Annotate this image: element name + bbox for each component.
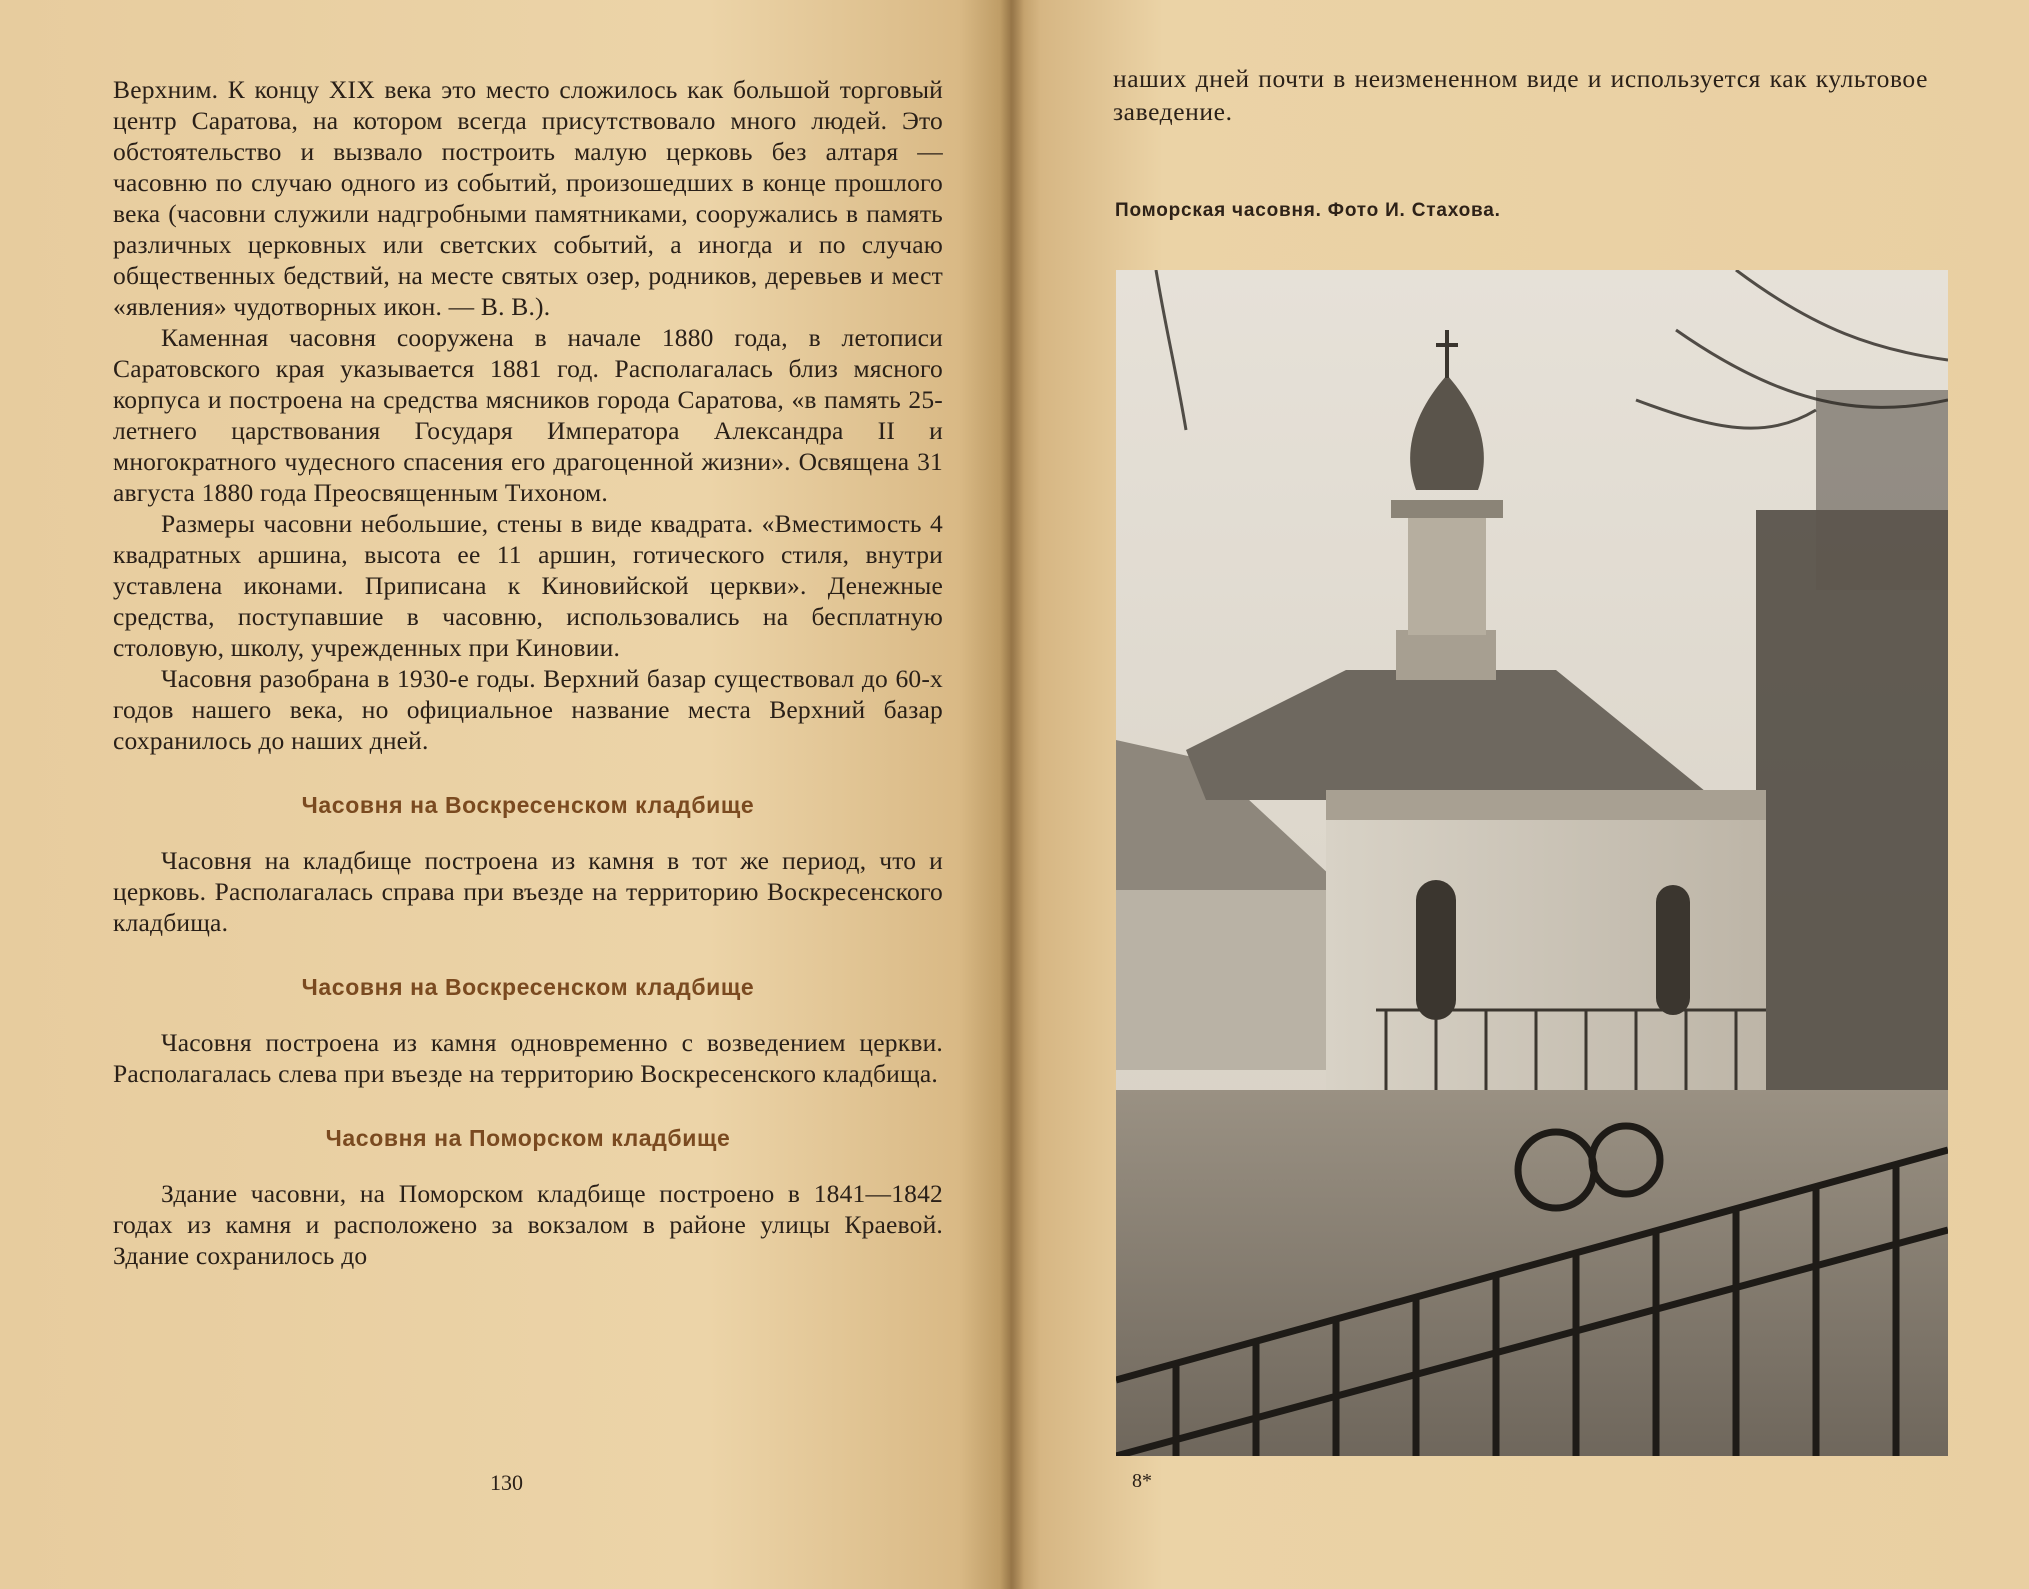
section-text-2: Часовня построена из камня одновременно с возведением церкви. Располагалась слева при въезде на территорию Воскресенского кладбища. <box>113 1028 943 1088</box>
page-number-left: 130 <box>490 1470 523 1495</box>
section-heading-3: Часовня на Поморском кладбище <box>325 1125 731 1151</box>
paragraph-2: Каменная часовня сооружена в начале 1880 года, в летописи Саратовского края указывается 1881 год. Располагалась близ мясного корпуса и построена на средства мясников города Саратова, «в память 25-летнего царствования Государя Императора Александра II и многократного чудесного спасения его драгоценной жизни». Освящена 31 августа 1880 года Преосвященным Тихоном. <box>113 323 943 507</box>
paragraph-1: Верхним. К концу XIX века это место сложилось как большой торговый центр Саратова, на котором всегда присутствовало много людей. Это обстоятельство и вызвало построить малую церковь без алтаря — часовню по случаю одного из событий, произошедших в конце прошлого века (часовни служили надгробными памятниками, сооружались в память различных церковных или светских событий, а иногда и по случаю общественных бедствий, на месте святых озер, родников, деревьев и мест «явления» чудотворных икон. — В. В.). <box>113 75 943 321</box>
section-text-1: Часовня на кладбище построена из камня в тот же период, что и церковь. Располагалась справа при въезде на территорию Воскресенского кладбища. <box>113 846 943 937</box>
book-gutter <box>1000 0 1024 1589</box>
chapel-illustration <box>1116 270 1948 1456</box>
page-number-right: 8* <box>1132 1470 1152 1492</box>
section-heading-1: Часовня на Воскресенском кладбище <box>301 792 755 818</box>
left-text-column <box>113 74 943 1271</box>
right-text-continuation: наших дней почти в неизмененном виде и используется как культовое заведение. <box>1113 64 1928 126</box>
chapel-photo <box>1116 270 1948 1456</box>
paragraph-3: Размеры часовни небольшие, стены в виде квадрата. «Вместимость 4 квадратных аршина, высота ее 11 аршин, готического стиля, внутри уставлена иконами. Приписана к Киновийской церкви». Денежные средства, поступавшие в часовню, использовались на бесплатную столовую, школу, учрежденных при Киновии. <box>113 509 943 662</box>
paragraph-4: Часовня разобрана в 1930-е годы. Верхний базар существовал до 60-х годов нашего века, но официальное название места Верхний базар сохранилось до наших дней. <box>113 664 943 755</box>
section-heading-2: Часовня на Воскресенском кладбище <box>301 974 755 1000</box>
photo-caption: Поморская часовня. Фото И. Стахова. <box>1115 200 1501 221</box>
section-text-3: Здание часовни, на Поморском кладбище построено в 1841—1842 годах из камня и расположено за вокзалом в районе улицы Краевой. Здание сохранилось до <box>113 1179 943 1270</box>
